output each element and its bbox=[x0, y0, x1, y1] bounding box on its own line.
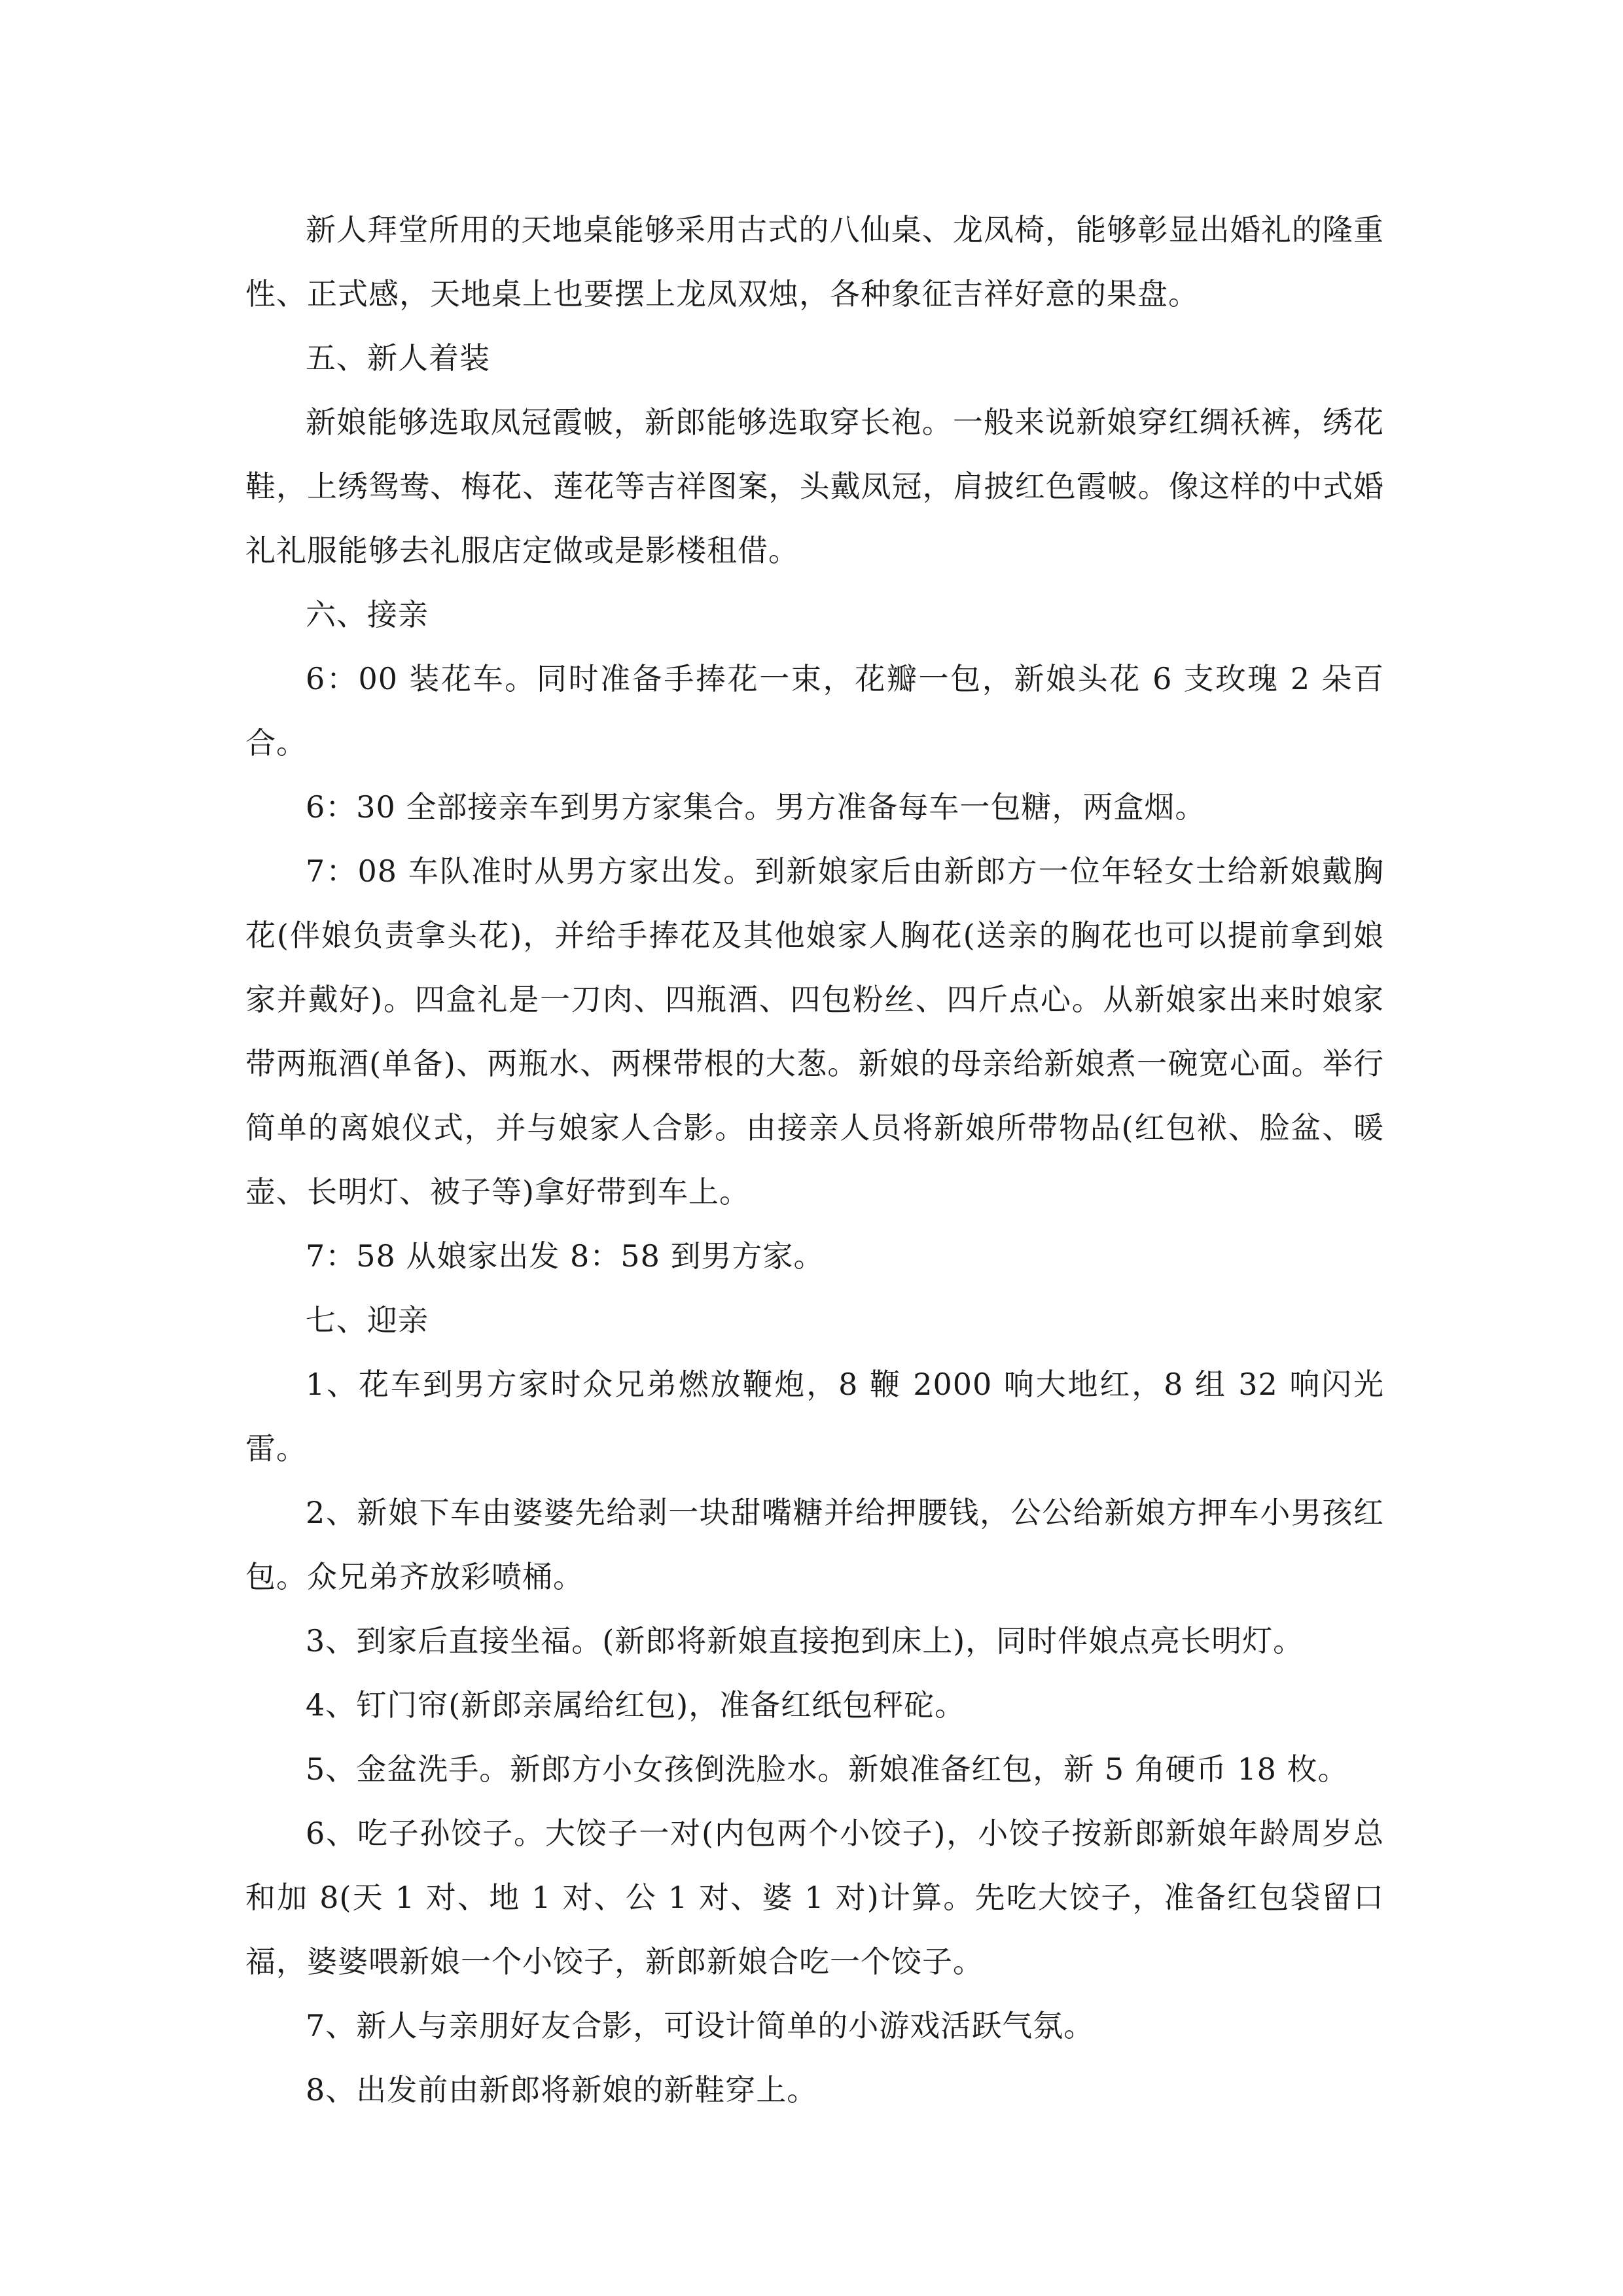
section-heading-pickup: 六、接亲 bbox=[306, 597, 429, 632]
list-item-welcome-2: 2、新娘下车由婆婆先给剥一块甜嘴糖并给押腰钱，公公给新娘方押车小男孩红包。众兄弟齐放彩喷桶。 bbox=[245, 1495, 1384, 1594]
list-item-welcome-3: 3、到家后直接坐福。(新郎将新娘直接抱到床上)，同时伴娘点亮长明灯。 bbox=[306, 1623, 1304, 1659]
list-item-welcome-8: 8、出发前由新郎将新娘的新鞋穿上。 bbox=[306, 2072, 818, 2108]
paragraph-pickup-0630: 6：30 全部接亲车到男方家集合。男方准备每车一包糖，两盒烟。 bbox=[306, 789, 1206, 825]
paragraph-table-setup: 新人拜堂所用的天地桌能够采用古式的八仙桌、龙凤椅，能够彰显出婚礼的隆重性、正式感，天地桌上也要摆上龙凤双烛，各种象征吉祥好意的果盘。 bbox=[245, 212, 1384, 312]
paragraph-pickup-0600: 6：00 装花车。同时准备手捧花一束，花瓣一包，新娘头花 6 支玫瑰 2 朵百合。 bbox=[245, 661, 1384, 761]
list-item-welcome-6: 6、吃子孙饺子。大饺子一对(内包两个小饺子)，小饺子按新郎新娘年龄周岁总和加 8(天 1 对、地 1 对、公 1 对、婆 1 对)计算。先吃大饺子，准备红包袋留口福，婆婆喂新娘一个小饺子，新郎新娘合吃一个饺子。 bbox=[245, 1816, 1384, 1979]
list-item-welcome-1: 1、花车到男方家时众兄弟燃放鞭炮，8 鞭 2000 响大地红，8 组 32 响闪光雷。 bbox=[245, 1367, 1384, 1466]
section-heading-attire: 五、新人着装 bbox=[306, 340, 490, 376]
paragraph-attire: 新娘能够选取凤冠霞帔，新郎能够选取穿长袍。一般来说新娘穿红绸袄裤，绣花鞋，上绣鸳鸯、梅花、莲花等吉祥图案，头戴凤冠，肩披红色霞帔。像这样的中式婚礼礼服能够去礼服店定做或是影楼租借。 bbox=[245, 404, 1384, 568]
paragraph-pickup-0758: 7：58 从娘家出发 8：58 到男方家。 bbox=[306, 1238, 825, 1274]
document-body bbox=[245, 198, 1384, 2122]
list-item-welcome-5: 5、金盆洗手。新郎方小女孩倒洗脸水。新娘准备红包，新 5 角硬币 18 枚。 bbox=[306, 1751, 1349, 1787]
paragraph-pickup-0708: 7：08 车队准时从男方家出发。到新娘家后由新郎方一位年轻女士给新娘戴胸花(伴娘负责拿头花)，并给手捧花及其他娘家人胸花(送亲的胸花也可以提前拿到娘家并戴好)。四盒礼是一刀肉、四瓶酒、四包粉丝、四斤点心。从新娘家出来时娘家带两瓶酒(单备)、两瓶水、两棵带根的大葱。新娘的母亲给新娘煮一碗宽心面。举行简单的离娘仪式，并与娘家人合影。由接亲人员将新娘所带物品(红包袱、脸盆、暖壶、长明灯、被子等)拿好带到车上。 bbox=[245, 853, 1384, 1210]
section-heading-welcome: 七、迎亲 bbox=[306, 1302, 429, 1338]
list-item-welcome-4: 4、钉门帘(新郎亲属给红包)，准备红纸包秤砣。 bbox=[306, 1687, 966, 1723]
list-item-welcome-7: 7、新人与亲朋好友合影，可设计简单的小游戏活跃气氛。 bbox=[306, 2008, 1095, 2043]
